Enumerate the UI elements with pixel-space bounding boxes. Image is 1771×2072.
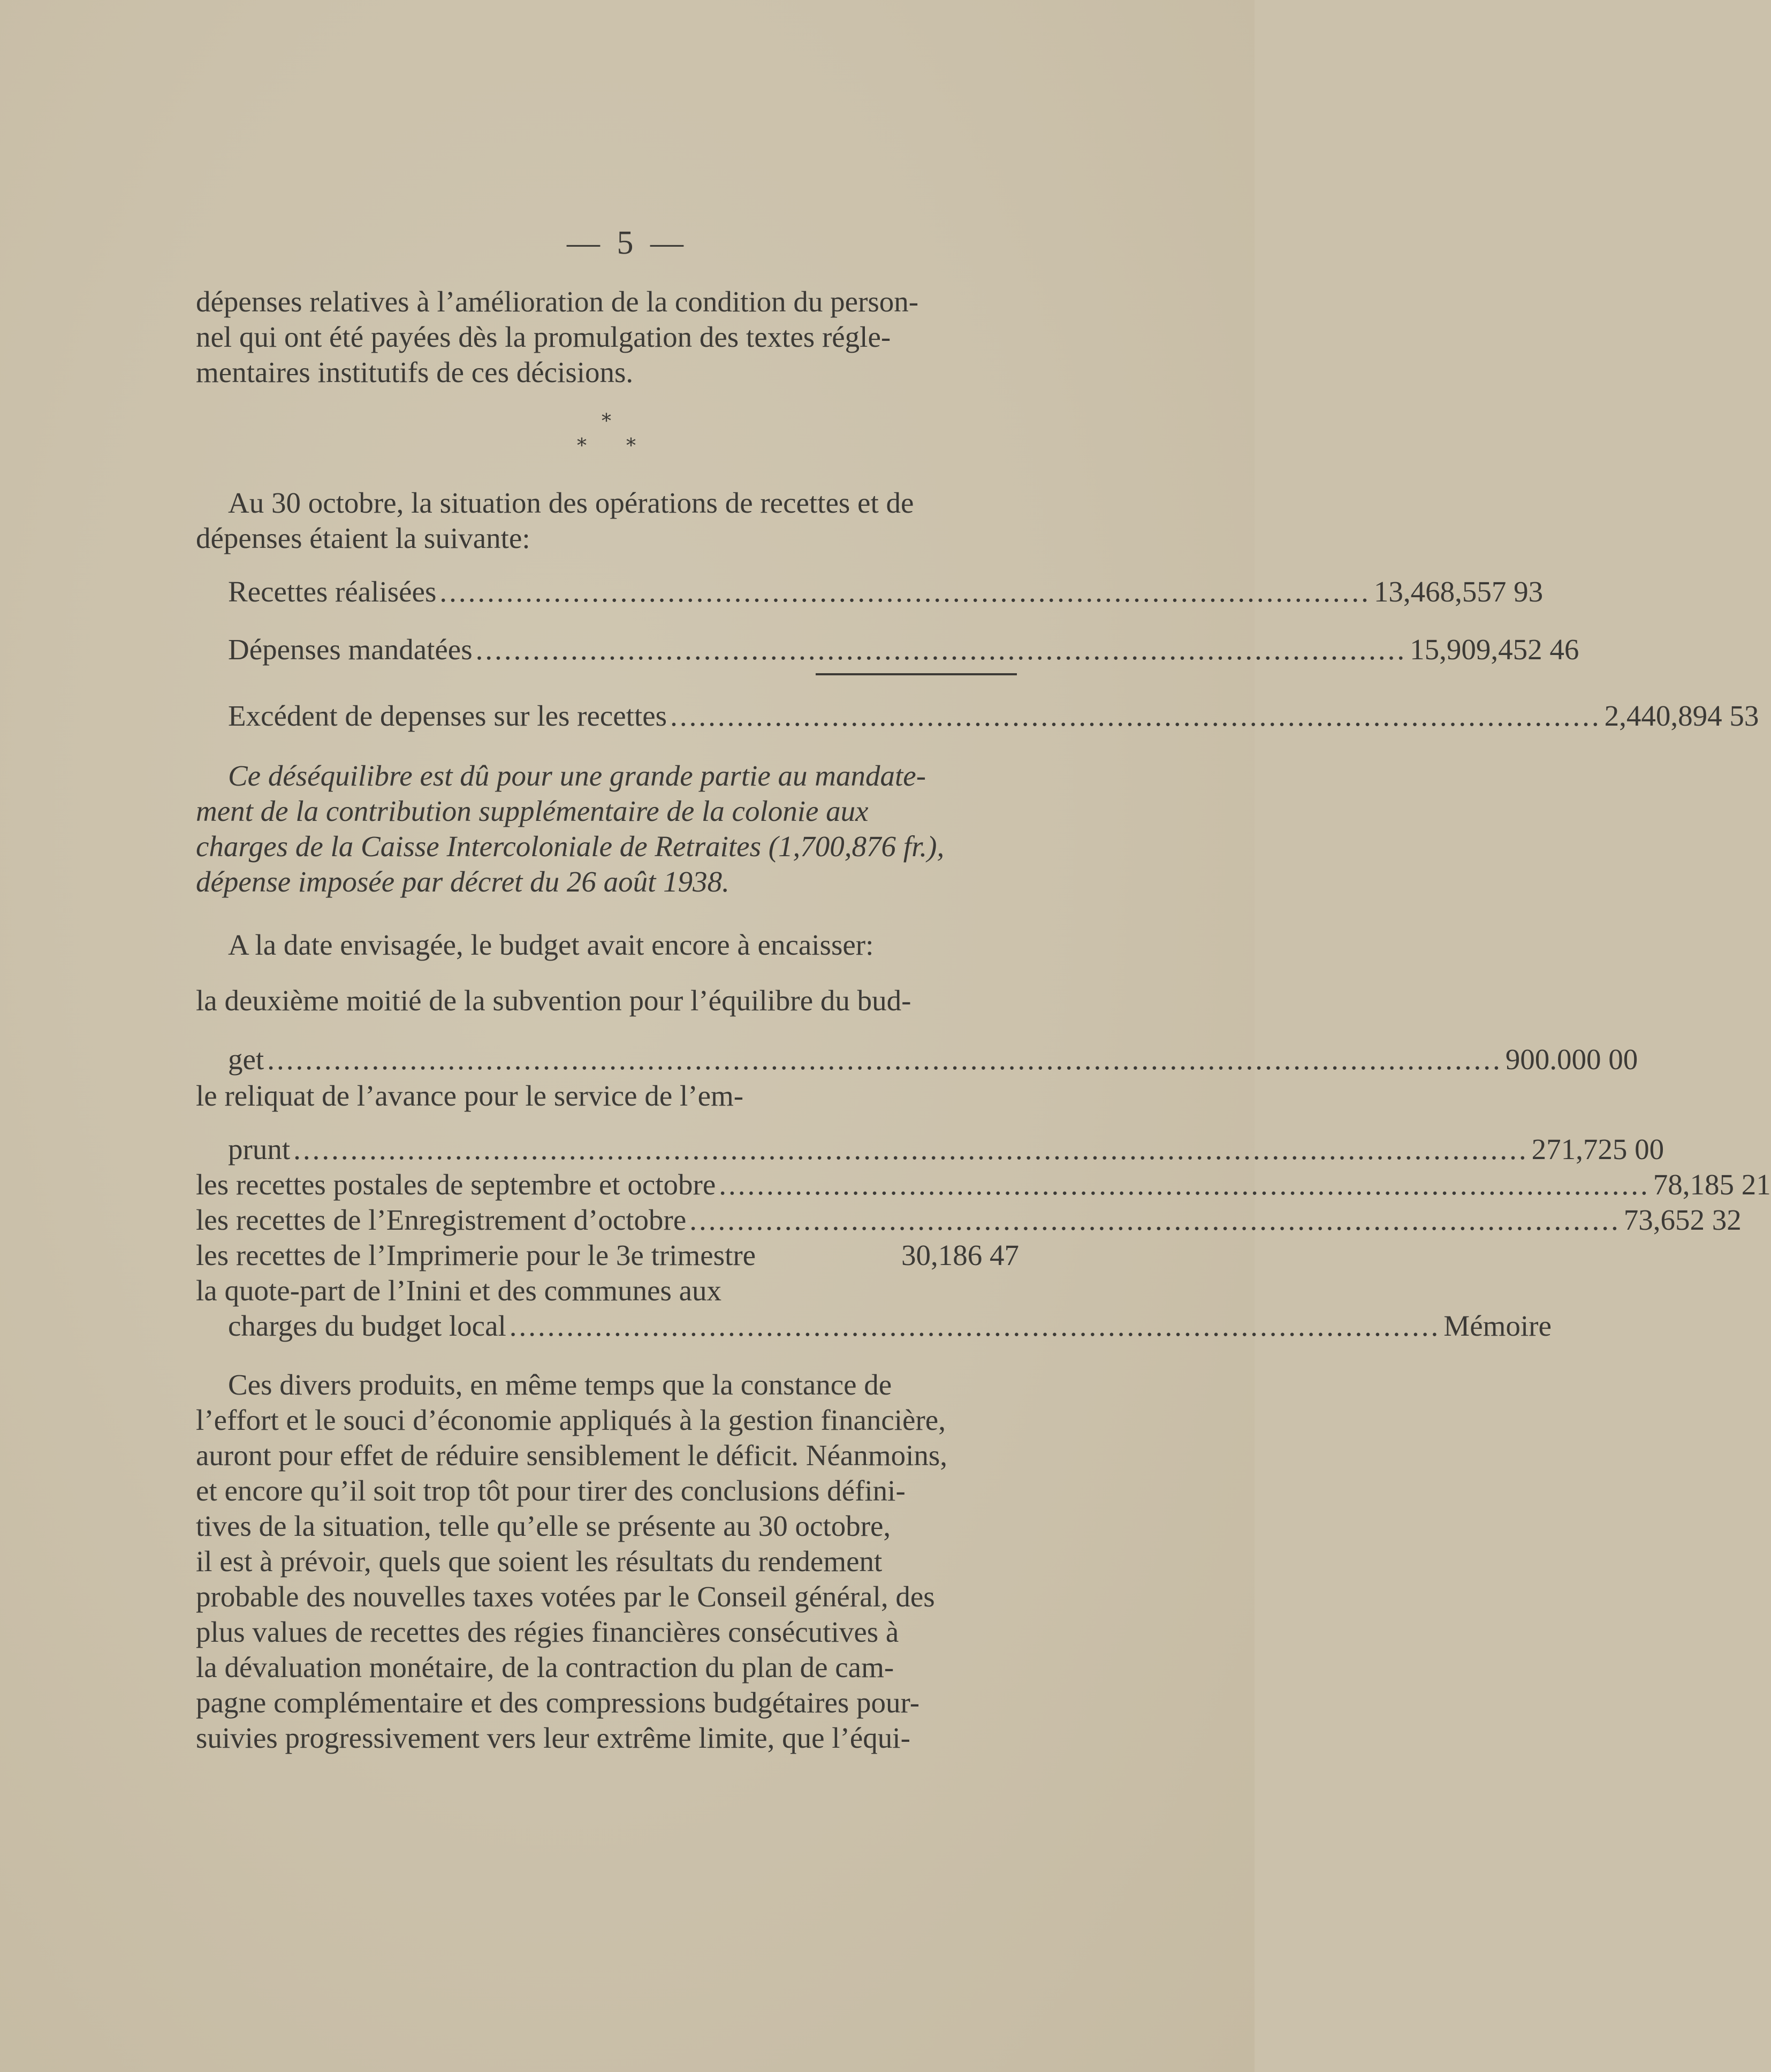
final-line: il est à prévoir, quels que soient les résultats du rendement <box>196 1545 883 1578</box>
leader-dots: .................................................................................................. <box>689 1203 1621 1236</box>
row-label: prunt <box>228 1133 291 1166</box>
table-row <box>228 1040 1638 1079</box>
row-label: les recettes de l’Imprimerie pour le 3e trimestre <box>196 1239 756 1271</box>
row-amount: 30,186 47 <box>901 1239 1019 1271</box>
intro-line: nel qui ont été payées dès la promulgation des textes régle- <box>196 321 891 353</box>
table-row <box>228 630 1579 669</box>
row-amount: Mémoire <box>1443 1309 1552 1342</box>
table-row <box>228 1307 1552 1345</box>
item-first-line: la deuxième moitié de la subvention pour l’équilibre du bud- <box>196 984 911 1017</box>
total-amount: 2,440,894 53 <box>1604 699 1759 732</box>
row-amount: 15,909,452 46 <box>1410 633 1579 666</box>
row-amount: 73,652 32 <box>1623 1203 1742 1236</box>
italic-line: dépense imposée par décret du 26 août 1938. <box>196 865 729 898</box>
table-row <box>196 1201 1742 1239</box>
sum-rule <box>816 673 1017 675</box>
leader-dots: .................................................................................................................................. <box>267 1043 1502 1076</box>
italic-line: ment de la contribution supplémentaire de la colonie aux <box>196 795 869 827</box>
final-line: tives de la situation, telle qu’elle se présente au 30 octobre, <box>196 1510 891 1542</box>
row-label: get <box>228 1043 264 1076</box>
row-amount: 13,468,557 93 <box>1373 575 1544 608</box>
star-icon: * <box>577 435 587 457</box>
leader-dots: .................................................................................................. <box>719 1168 1650 1201</box>
star-separator <box>567 412 664 455</box>
leader-dots: .................................................................................................. <box>475 633 1407 666</box>
page-number: — 5 — <box>567 225 688 261</box>
total-label: Excédent de depenses sur les recettes <box>228 699 667 732</box>
final-line: pagne complémentaire et des compressions budgétaires pour- <box>196 1686 920 1719</box>
final-line: l’effort et le souci d’économie appliqués à la gestion financière, <box>196 1404 946 1436</box>
table-row <box>196 1236 1019 1275</box>
final-line: Ces divers produits, en même temps que la constance de <box>228 1368 892 1401</box>
row-amount: 900.000 00 <box>1505 1043 1638 1076</box>
intro-line: dépenses relatives à l’amélioration de la condition du person- <box>196 285 919 318</box>
row-amount: 271,725 00 <box>1531 1133 1664 1166</box>
total-row <box>228 697 1759 735</box>
italic-line: charges de la Caisse Intercoloniale de Retraites (1,700,876 fr.), <box>196 830 945 863</box>
star-icon: * <box>602 410 611 432</box>
row-label: Dépenses mandatées <box>228 633 473 666</box>
table-row <box>196 1166 1771 1204</box>
leader-dots: .................................................................................................................................. <box>293 1133 1529 1166</box>
row-label: les recettes de l’Enregistrement d’octobre <box>196 1203 687 1236</box>
final-line: suivies progressivement vers leur extrême limite, que l’équi- <box>196 1721 910 1754</box>
row-label: les recettes postales de septembre et octobre <box>196 1168 716 1201</box>
situation-line: dépenses étaient la suivante: <box>196 522 530 554</box>
final-line: la dévaluation monétaire, de la contraction du plan de cam- <box>196 1651 894 1684</box>
final-line: et encore qu’il soit trop tôt pour tirer des conclusions défini- <box>196 1474 906 1507</box>
intro-line: mentaires institutifs de ces décisions. <box>196 356 634 389</box>
row-label: charges du budget local <box>228 1309 506 1342</box>
final-line: auront pour effet de réduire sensiblement le déficit. Néanmoins, <box>196 1439 948 1472</box>
item-first-line: la quote-part de l’Inini et des communes aux <box>196 1274 722 1307</box>
final-line: plus values de recettes des régies financières consécutives à <box>196 1616 899 1648</box>
leader-dots: .................................................................................................. <box>439 575 1371 608</box>
leader-dots: .................................................................................................. <box>670 699 1601 732</box>
leader-dots: .................................................................................................. <box>509 1309 1441 1342</box>
row-amount: 78,185 21 <box>1653 1168 1771 1201</box>
row-label: Recettes réalisées <box>228 575 437 608</box>
italic-line: Ce déséquilibre est dû pour une grande partie au mandate- <box>228 759 926 792</box>
table-row <box>228 1130 1664 1169</box>
star-icon: * <box>626 435 636 457</box>
table-row <box>228 573 1544 611</box>
item-first-line: le reliquat de l’avance pour le service de l’em- <box>196 1079 744 1112</box>
situation-line: Au 30 octobre, la situation des opérations de recettes et de <box>228 486 914 519</box>
encaisser-intro: A la date envisagée, le budget avait encore à encaisser: <box>228 928 874 961</box>
final-line: probable des nouvelles taxes votées par le Conseil général, des <box>196 1580 935 1613</box>
